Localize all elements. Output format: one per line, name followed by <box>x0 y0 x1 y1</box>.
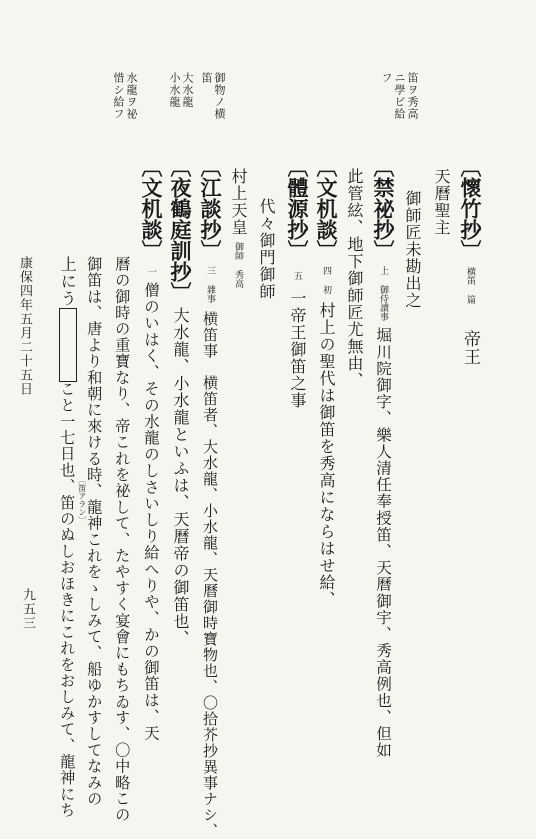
source-note: 横笛 篇 <box>465 267 475 304</box>
column-3: 御師匠未勘出之 <box>403 190 422 309</box>
entry-text: 村上の聖代は御笛を秀高にならはせ給、 <box>317 302 336 608</box>
column-6 <box>316 156 337 608</box>
source-title: 〔懷竹抄〕 <box>458 156 483 261</box>
margin-note-2: 御物ノ横 笛 <box>200 72 226 120</box>
column-7 <box>287 156 308 409</box>
entry-text: 横笛事 横笛者、大水龍、小水龍、天曆御時寶物也、〇拾芥抄異事ナシ、 <box>201 311 219 839</box>
column-5: 此管絃、地下御師匠尤無由、 <box>345 168 364 389</box>
source-title: 〔文机談〕 <box>139 156 164 261</box>
margin-note-3: 大水龍 小水龍 <box>168 72 194 108</box>
column-12 <box>141 156 162 741</box>
entry-text: 堀川院御字、樂人清任奉授笛、天曆御宇、秀高例也、但如 <box>374 327 392 759</box>
column-2: 天曆聖主 <box>432 168 451 236</box>
column-16: 康保四年五月二十五日 <box>17 256 32 396</box>
column-15: 上にうこと一七日也、笛のぬしおほきにこれをおしみて、龍神にち <box>58 256 78 819</box>
column-13: 曆の御時の重寶なり、帝これを祕して、たやすく宴會にもちゐす、〇中略この <box>113 256 132 823</box>
column-9: 村上天皇御師 秀高 <box>229 168 248 288</box>
entry-text: 大水龍、小水龍といふは、天曆帝の御笛也、 <box>171 307 190 647</box>
source-title: 〔夜鶴庭訓抄〕 <box>168 156 193 303</box>
column-11 <box>170 156 191 647</box>
blank-box <box>59 308 77 382</box>
source-title: 〔江談抄〕 <box>198 156 223 261</box>
entry-text: 僧のいはく、その水龍のしさいしり給へりや、かの御笛は、天 <box>142 282 160 742</box>
margin-note-1: 笛ヲ秀高 ニ學ビ給 フ <box>380 72 419 120</box>
column-10 <box>200 156 221 839</box>
source-note: 一 <box>146 267 156 276</box>
source-note: 四 初 <box>321 266 331 294</box>
source-note: 五 <box>292 271 302 280</box>
entry-text: 一帝王御笛之事 <box>288 290 307 409</box>
source-title: 〔體源抄〕 <box>285 156 310 261</box>
column-14: 御笛は、唐より和朝に來ける時、龍神これをゝしみて、船ゆかすしてなみの <box>85 256 104 807</box>
column-8: 代々御門御師 <box>257 198 276 300</box>
margin-note-4: 水龍ヲ祕 惜シ給フ <box>112 72 138 120</box>
source-note: 三 雜事 <box>205 266 215 303</box>
column-4 <box>373 156 394 759</box>
column-1 <box>460 156 481 366</box>
page-number: 九五三 <box>20 588 35 630</box>
source-note: 上 御侍讀事 <box>378 266 388 321</box>
source-title: 〔文机談〕 <box>314 156 339 261</box>
entry-text: 帝王 <box>460 330 480 366</box>
ruby-annotation: 〔笛アラン〕 <box>77 476 87 524</box>
source-title: 〔禁祕抄〕 <box>371 156 396 261</box>
